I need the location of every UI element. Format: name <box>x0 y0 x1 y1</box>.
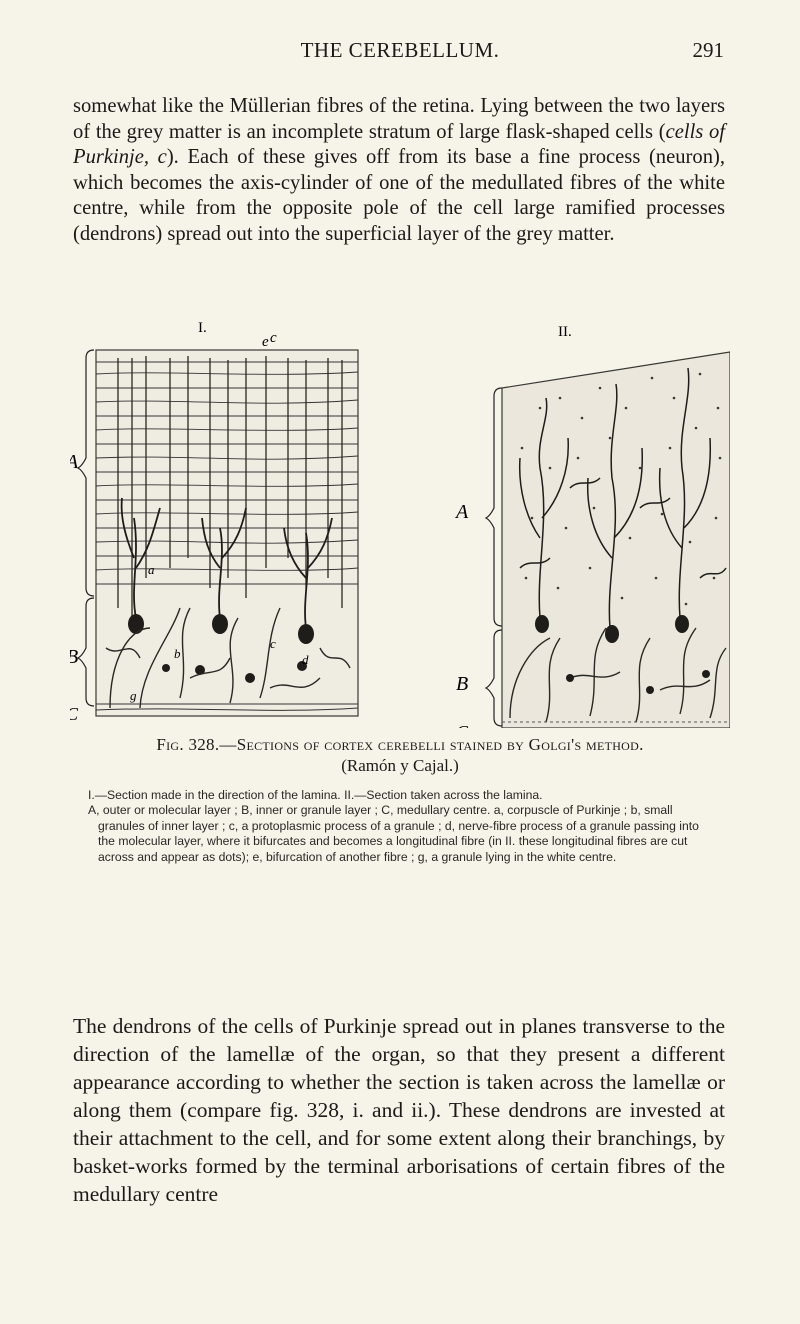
paragraph-1-text-after: ). Each of these gives off from its base a fine process (neuron), which becomes the axis-cylinder of one of the medullated fibres of the white centre, while from the opposite pole of the cell large ramified processes (dendrons) spread out into the superficial layer of the grey matter. <box>73 146 725 245</box>
inner-label-b: b <box>174 646 181 661</box>
panel-label-right: II. <box>558 324 572 340</box>
figure-title: —Sections of cortex cerebelli stained by Golgi's method. <box>219 735 644 754</box>
left-layer-label-C <box>70 704 79 724</box>
body-paragraph-2: The dendrons of the cells of Purkinje spread out in planes transverse to the direction of the lamellæ of the organ, so that they present a different appearance according to whether the section is taken across the lamellæ or along them (compare fig. 328, i. and ii.). These dendrons are invested at their attachment to the cell, and for some extent along their branchings, by basket-works formed by the terminal arborisations of certain fibres of the medullary centre <box>73 1014 725 1206</box>
left-layer-label-B <box>70 646 78 668</box>
inner-label-a: a <box>148 562 155 577</box>
page-header <box>0 38 800 78</box>
figure-328 <box>70 318 730 728</box>
left-layer-label-A <box>70 451 79 473</box>
body-paragraph-1 <box>73 94 725 248</box>
cortex-illustration <box>70 318 730 728</box>
right-layer-label-A: A <box>456 501 469 523</box>
paragraph-1-italic: cells of Purkinje, c <box>73 120 726 169</box>
right-layer-label-B: B <box>456 673 469 695</box>
figure-caption <box>88 734 712 776</box>
legend-line-1: I.—Section made in the direction of the lamina. II.—Section taken across the lamina. <box>88 788 543 802</box>
panel-label-left: I. <box>198 320 207 336</box>
page-number: 291 <box>692 38 724 62</box>
inner-label-g: g <box>130 688 137 703</box>
running-head: THE CEREBELLUM. <box>300 38 500 62</box>
figure-number: Fig. 328. <box>156 735 220 754</box>
section-i-drawing <box>96 350 358 716</box>
figure-credit: (Ramón y Cajal.) <box>341 756 459 775</box>
figure-legend <box>88 788 718 865</box>
legend-body: A, outer or molecular layer ; B, inner or granule layer ; C, medullary centre. a, corpuscle of Purkinje ; b, small granules of inner layer ; c, a protoplasmic process of a granule ; d, nerve-fibre process of a granule passing into the molecular layer, where it bifurcates and becomes a longitudinal fibre (in II. these longitudinal fibres are cut across and appear as dots); e, bifurcation of another fibre ; g, a granule lying in the white centre. <box>88 803 699 864</box>
label-e-top: e <box>262 334 269 350</box>
label-c-top: c <box>270 330 277 346</box>
inner-label-d: d <box>302 652 309 667</box>
section-ii-drawing <box>502 352 730 728</box>
inner-label-c: c <box>270 636 276 651</box>
right-layer-label-C <box>456 722 469 728</box>
paragraph-1-text-before: somewhat like the Müllerian fibres of the retina. Lying between the two layers of the grey matter is an incomplete stratum of large flask-shaped cells ( <box>73 95 725 143</box>
